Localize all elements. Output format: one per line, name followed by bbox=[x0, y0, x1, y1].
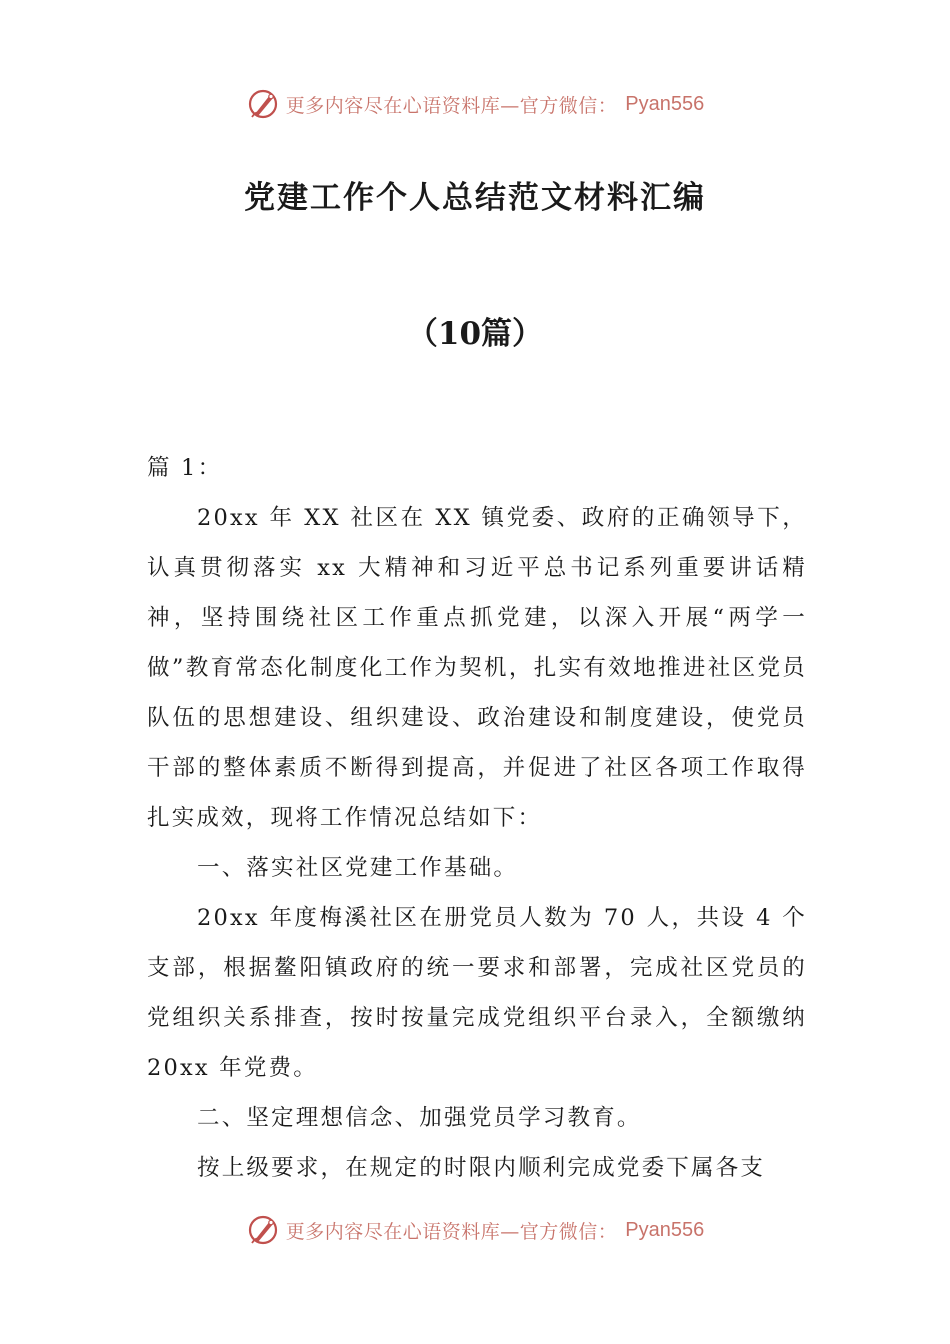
paragraph: 按上级要求，在规定的时限内顺利完成党委下属各支 bbox=[197, 1155, 766, 1181]
document-subtitle: （10篇） bbox=[406, 316, 544, 352]
watermark-text: 更多内容尽在心语资料库—官方微信： bbox=[285, 1220, 618, 1243]
watermark-footer bbox=[0, 1210, 950, 1250]
pen-nib-logo-icon bbox=[246, 1213, 280, 1247]
paragraph: 20xx 年度梅溪社区在册党员人数为 70 人，共设 4 个支部，根据鳌阳镇政府的统一要求和部署，完成社区党员的党组织关系排查，按时按量完成党组织平台录入，全额缴纳 20xx 年党费。 bbox=[147, 905, 807, 1081]
paragraph: 20xx 年 XX 社区在 XX 镇党委、政府的正确领导下，认真贯彻落实 xx 大精神和习近平总书记系列重要讲话精神，坚持围绕社区工作重点抓党建，以深入开展“两学一做”教育常态化制度化工作为契机，扎实有效地推进社区党员队伍的思想建设、组织建设、政治建设和制度建设，使党员干部的整体素质不断得到提高，并促进了社区各项工作取得扎实成效，现将工作情况总结如下： bbox=[147, 505, 807, 831]
document-title: 党建工作个人总结范文材料汇编 bbox=[244, 180, 706, 216]
watermark-text: 更多内容尽在心语资料库—官方微信： bbox=[285, 94, 618, 117]
pen-nib-logo-icon bbox=[246, 87, 280, 121]
watermark-wechat-id: Pyan556 bbox=[625, 1218, 705, 1241]
document-body bbox=[147, 443, 807, 1193]
watermark-header bbox=[0, 84, 950, 124]
chapter-label: 篇 1： bbox=[147, 455, 223, 481]
section-heading: 二、坚定理想信念、加强党员学习教育。 bbox=[197, 1105, 642, 1131]
section-heading: 一、落实社区党建工作基础。 bbox=[197, 855, 519, 881]
watermark-wechat-id: Pyan556 bbox=[625, 92, 705, 115]
